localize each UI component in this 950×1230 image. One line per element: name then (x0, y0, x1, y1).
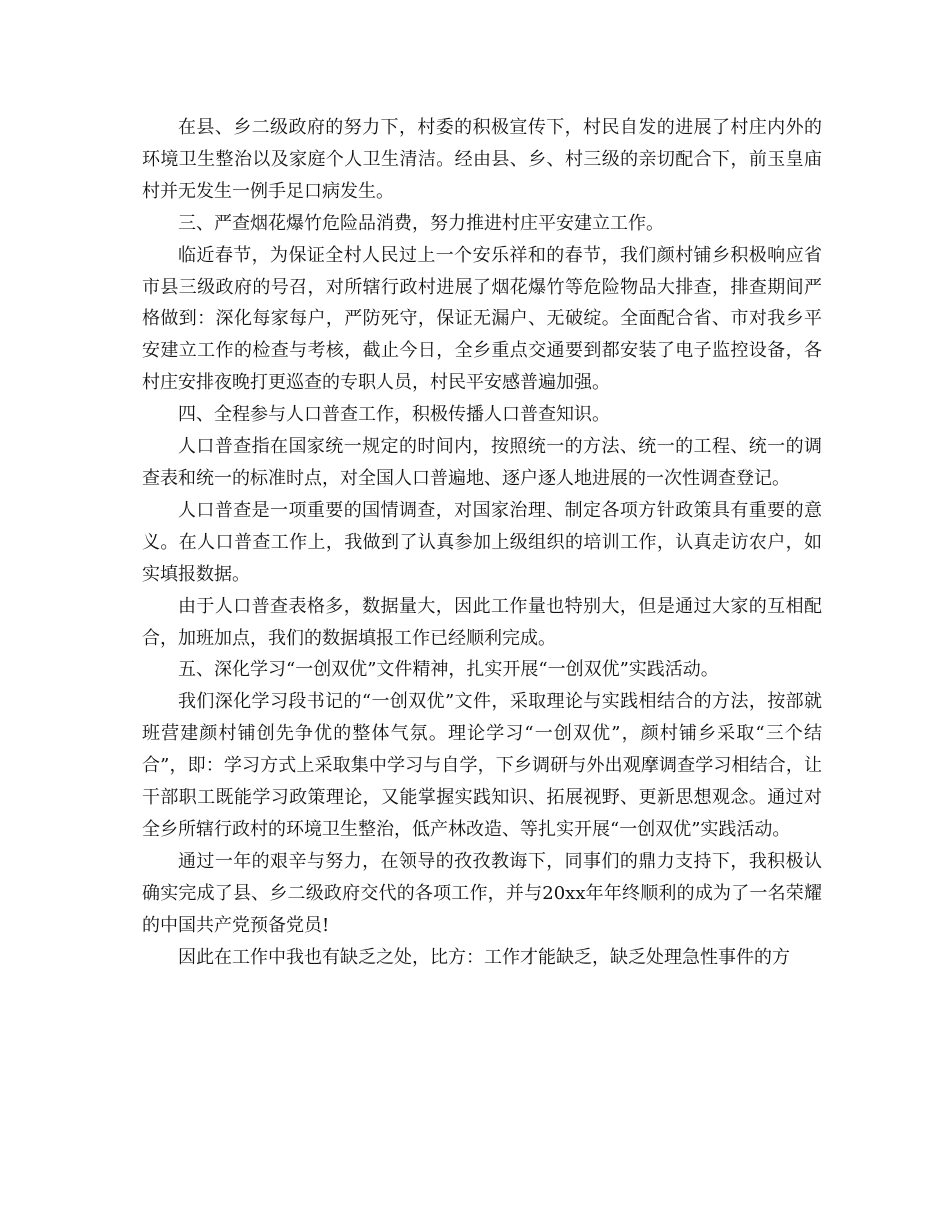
section-heading-yichuang-shuangyou: 五、深化学习“一创双优”文件精神，扎实开展“一创双优”实践活动。 (178, 659, 719, 681)
paragraph-shortcomings: 因此在工作中我也有缺乏之处，比方：工作才能缺乏，缺乏处理急性事件的方 (178, 946, 790, 968)
document-body (142, 112, 822, 973)
paragraph-census-completion: 由于人口普查表格多，数据量大，因此工作量也特别大，但是通过大家的互相配合，加班加点，我们的数据填报工作已经顺利完成。 (142, 595, 822, 649)
paragraph-census-importance: 人口普查是一项重要的国情调查，对国家治理、制定各项方针政策具有重要的意义。在人口普查工作上，我做到了认真参加上级组织的培训工作，认真走访农户，如实填报数据。 (142, 499, 822, 585)
paragraph-fireworks-inspection: 临近春节，为保证全村人民过上一个安乐祥和的春节，我们颜村铺乡积极响应省市县三级政府的号召，对所辖行政村进展了烟花爆竹等危险物品大排查，排查期间严格做到：深化每家每户，严防死守，保证无漏户、无破绽。全面配合省、市对我乡平安建立工作的检查与考核，截止今日，全乡重点交通要到都安装了电子监控设备，各村庄安排夜晚打更巡查的专职人员，村民平安感普遍加强。 (142, 244, 822, 394)
paragraph-census-definition: 人口普查指在国家统一规定的时间内，按照统一的方法、统一的工程、统一的调查表和统一的标准时点，对全国人口普遍地、逐户逐人地进展的一次性调查登记。 (142, 436, 822, 489)
paragraph-study-method: 我们深化学习段书记的“一创双优”文件，采取理论与实践相结合的方法，按部就班营建颜村铺创先争优的整体气氛。理论学习“一创双优”，颜村铺乡采取“三个结合”，即：学习方式上采取集中学习与自学，下乡调研与外出观摩调查学习相结合，让干部职工既能学习政策理论，又能掌握实践知识、拓展视野、更新思想观念。通过对全乡所辖行政村的环境卫生整治，低产林改造、等扎实开展“一创双优”实践活动。 (142, 691, 822, 840)
section-heading-fireworks: 三、严查烟花爆竹危险品消费，努力推进村庄平安建立工作。 (178, 212, 664, 234)
section-heading-census: 四、全程参与人口普查工作，积极传播人口普查知识。 (178, 404, 610, 426)
paragraph-year-summary: 通过一年的艰辛与努力，在领导的孜孜教诲下，同事们的鼎力支持下，我积极认确实完成了县、乡二级政府交代的各项工作，并与20xx年年终顺利的成为了一名荣耀的中国共产党预备党员! (142, 850, 822, 936)
paragraph-sanitation-result: 在县、乡二级政府的努力下，村委的积极宣传下，村民自发的进展了村庄内外的环境卫生整治以及家庭个人卫生清洁。经由县、乡、村三级的亲切配合下，前玉皇庙村并无发生一例手足口病发生。 (142, 117, 822, 202)
